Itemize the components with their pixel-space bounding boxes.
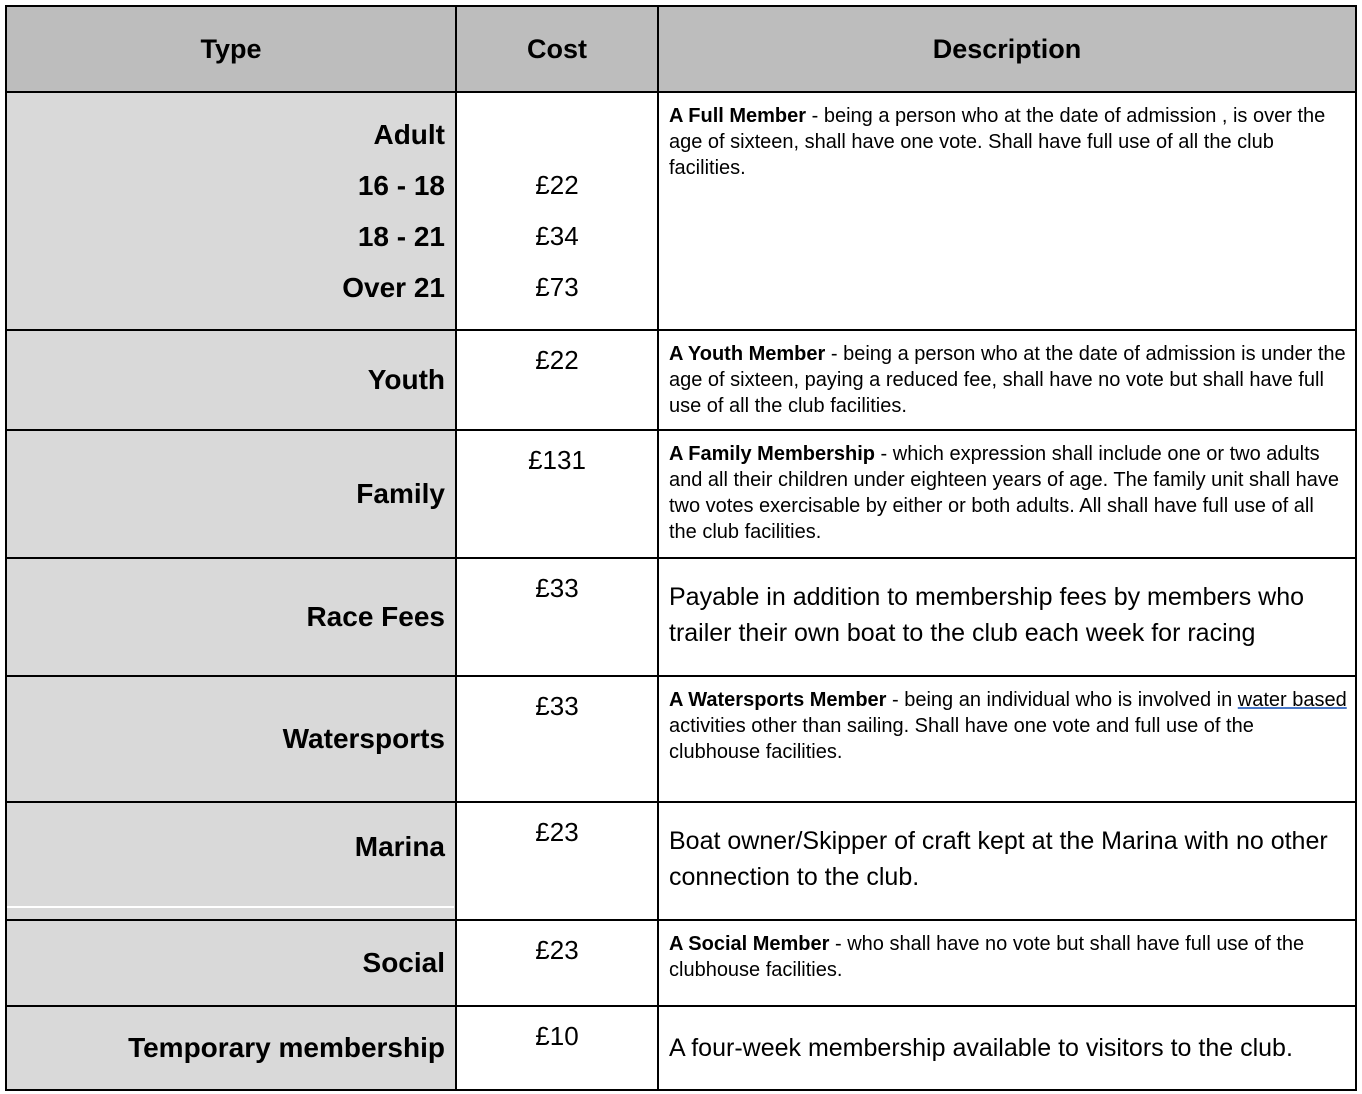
description-lead-watersports: A Watersports Member <box>669 689 887 711</box>
description-text-social: - who shall have no vote but shall have full use of the clubhouse facilities. <box>669 933 1305 981</box>
description-cell-watersports <box>658 676 1356 802</box>
description-text-adult: - being a person who at the date of admission , is over the age of sixteen, shall have one vote. Shall have full use of all the club facilities. <box>669 105 1326 179</box>
description-cell-temporary: A four-week membership available to visitors to the club. <box>658 1006 1356 1090</box>
description-cell-marina: Boat owner/Skipper of craft kept at the Marina with no other connection to the club. <box>658 802 1356 920</box>
cost-cell-family: £131 <box>456 430 658 558</box>
type-cell-temporary: Temporary membership <box>6 1006 456 1090</box>
description-cell-race-fees: Payable in addition to membership fees by members who trailer their own boat to the club each week for racing <box>658 558 1356 676</box>
description-text-youth: - being a person who at the date of admission is under the age of sixteen, paying a reduced fee, shall have no vote but shall have full use of all the club facilities. <box>669 343 1346 417</box>
description-cell-family <box>658 430 1356 558</box>
table-row-social <box>6 920 1356 1006</box>
description-cell-social <box>658 920 1356 1006</box>
table-row-family <box>6 430 1356 558</box>
cost-cell-youth: £22 <box>456 330 658 430</box>
description-text-watersports-1: - being an individual who is involved in <box>886 689 1238 711</box>
band-cost-16-18: £22 <box>535 170 579 200</box>
type-cell-social: Social <box>6 920 456 1006</box>
header-description: Description <box>658 6 1356 92</box>
header-type: Type <box>6 6 456 92</box>
membership-fees-table <box>5 5 1357 1091</box>
description-lead-adult: A Full Member <box>669 105 807 127</box>
cost-cell-temporary: £10 <box>456 1006 658 1090</box>
band-label-16-18: 16 - 18 <box>357 170 445 201</box>
table-row-youth <box>6 330 1356 430</box>
description-cell-adult <box>658 92 1356 330</box>
band-cost-18-21: £34 <box>535 221 579 251</box>
type-cell-watersports: Watersports <box>6 676 456 802</box>
cost-cell-social: £23 <box>456 920 658 1006</box>
table-row-temporary <box>6 1006 1356 1090</box>
cost-cell-adult <box>456 92 658 330</box>
band-cost-over-21: £73 <box>535 272 579 302</box>
table-row-race-fees <box>6 558 1356 676</box>
type-cell-adult <box>6 92 456 330</box>
type-cell-race-fees: Race Fees <box>6 558 456 676</box>
table-header-row <box>6 6 1356 92</box>
table-row-marina <box>6 802 1356 920</box>
description-text-family: - which expression shall include one or two adults and all their children under eighteen years of age. The family unit shall have two votes exercisable by either or both adults. All shall have full use of all the club facilities. <box>669 443 1340 543</box>
description-lead-social: A Social Member <box>669 933 830 955</box>
cost-cell-marina: £23 <box>456 802 658 920</box>
cost-cell-race-fees: £33 <box>456 558 658 676</box>
table-row-adult <box>6 92 1356 330</box>
type-cell-youth: Youth <box>6 330 456 430</box>
type-label-adult: Adult <box>373 119 445 150</box>
spellcheck-underlined-text: water based <box>1237 689 1347 711</box>
band-label-over-21: Over 21 <box>342 272 445 303</box>
cost-cell-watersports: £33 <box>456 676 658 802</box>
description-lead-youth: A Youth Member <box>669 343 826 365</box>
cell-divider-artifact <box>7 906 454 908</box>
table-row-watersports <box>6 676 1356 802</box>
description-lead-family: A Family Membership <box>669 443 875 465</box>
type-cell-family: Family <box>6 430 456 558</box>
type-cell-marina: Marina <box>6 802 456 920</box>
header-cost: Cost <box>456 6 658 92</box>
description-cell-youth <box>658 330 1356 430</box>
band-label-18-21: 18 - 21 <box>357 221 445 252</box>
description-text-watersports-2: activities other than sailing. Shall have one vote and full use of the <box>669 715 1254 737</box>
description-text-watersports-3: clubhouse facilities. <box>669 741 843 763</box>
